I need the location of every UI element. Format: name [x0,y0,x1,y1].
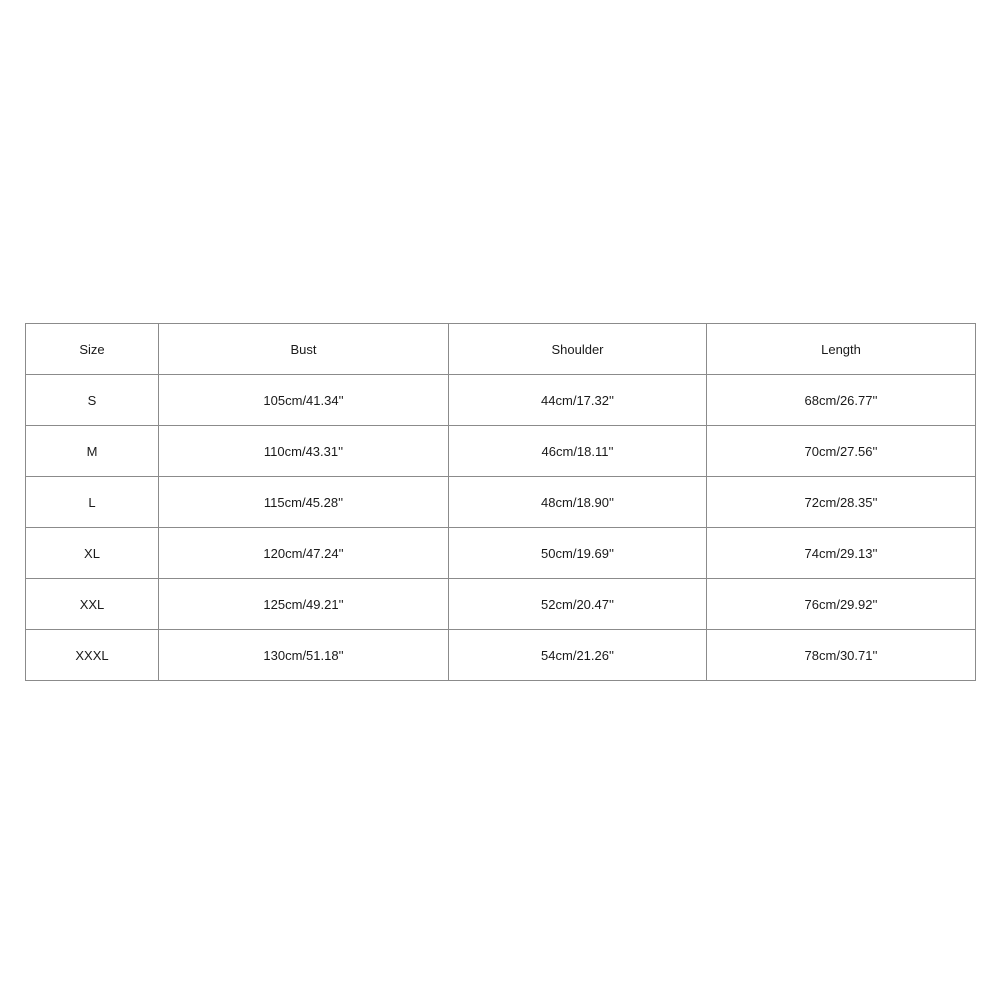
cell-shoulder: 52cm/20.47'' [449,579,707,630]
cell-bust: 105cm/41.34'' [159,375,449,426]
cell-bust: 130cm/51.18'' [159,630,449,681]
cell-length: 74cm/29.13'' [707,528,976,579]
cell-bust: 120cm/47.24'' [159,528,449,579]
cell-shoulder: 50cm/19.69'' [449,528,707,579]
cell-length: 68cm/26.77'' [707,375,976,426]
cell-length: 76cm/29.92'' [707,579,976,630]
column-header-bust: Bust [159,324,449,375]
cell-size: XXXL [26,630,159,681]
table-row [26,375,976,426]
cell-length: 78cm/30.71'' [707,630,976,681]
cell-shoulder: 48cm/18.90'' [449,477,707,528]
cell-bust: 110cm/43.31'' [159,426,449,477]
cell-size: XL [26,528,159,579]
cell-bust: 125cm/49.21'' [159,579,449,630]
cell-bust: 115cm/45.28'' [159,477,449,528]
size-chart-container [25,323,975,681]
cell-shoulder: 44cm/17.32'' [449,375,707,426]
table-row [26,528,976,579]
cell-size: XXL [26,579,159,630]
cell-length: 70cm/27.56'' [707,426,976,477]
cell-shoulder: 54cm/21.26'' [449,630,707,681]
table-header-row [26,324,976,375]
table-row [26,426,976,477]
cell-size: L [26,477,159,528]
size-chart-table [25,323,976,681]
column-header-length: Length [707,324,976,375]
cell-shoulder: 46cm/18.11'' [449,426,707,477]
cell-size: M [26,426,159,477]
table-row [26,579,976,630]
column-header-size: Size [26,324,159,375]
table-row [26,630,976,681]
column-header-shoulder: Shoulder [449,324,707,375]
table-row [26,477,976,528]
cell-size: S [26,375,159,426]
cell-length: 72cm/28.35'' [707,477,976,528]
